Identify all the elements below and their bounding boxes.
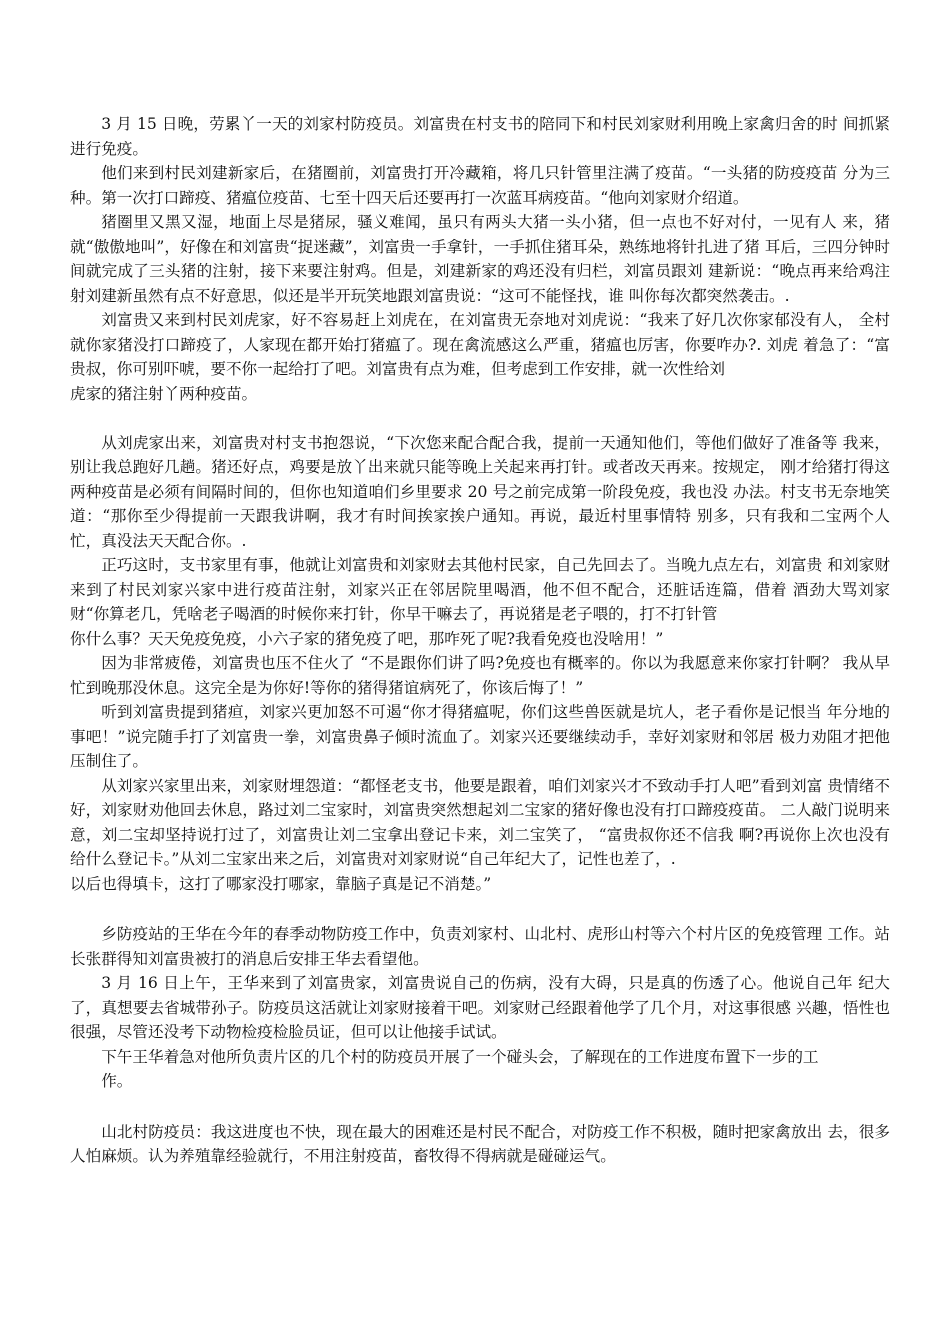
paragraph-10: 乡防疫站的王华在今年的春季动物防疫工作中，负责刘家村、山北村、虎形山村等六个村片区的免疫管理 工作。站长张群得知刘富贵被打的消息后安排王华去看望他。 xyxy=(70,925,890,968)
paragraph-8: 听到刘富贵提到猪疸，刘家兴更加怒不可遏“你才得猪瘟呢，你们这些兽医就是坑人，老子看你是记恨当 年分地的事吧！”说完随手打了刘富贵一拳，刘富贵鼻子倾时流血了。刘家兴还要继续动手，幸好刘家财和邻居 极力劝阻才把他压制住了。 xyxy=(70,703,890,770)
paragraph-9-continued: 以后也得填卡，这打了哪家没打哪家，靠脑子真是记不消楚。” xyxy=(70,874,492,893)
paragraph-4-continued: 虎家的猪注射丫两种疫苗。 xyxy=(70,384,258,403)
paragraph-1: 3 月 15 日晚，劳累丫一天的刘家村防疫员。刘富贵在村支书的陪同下和村民刘家财利用晚上家禽归舍的时 间抓紧进行免疫。 xyxy=(70,115,890,158)
paragraph-12-continued: 作。 xyxy=(101,1072,133,1090)
paragraph-spacer xyxy=(70,1094,890,1120)
paragraph-spacer xyxy=(70,406,890,431)
paragraph-spacer xyxy=(70,896,890,922)
paragraph-4: 刘富贵又来到村民刘虎家，好不容易赶上刘虎在，在刘富贵无奈地对刘虎说：“我来了好几次你家郁没有人， 全村就你家猪没打口蹄疫了，人家现在都开始打猪瘟了。现在禽流感这么严重，猪瘟也厉害，你要咋办?. 刘虎 着急了：“富贵叔，你可别吓唬，要不你一起给打了吧。刘富贵有点为难，但考虑到工作安排，就一次性给刘 xyxy=(70,311,890,378)
paragraph-2: 他们来到村民刘建新家后，在猪圈前，刘富贵打开冷藏箱，将几只针管里注满了疫苗。“一头猪的防疫疫苗 分为三种。第一次打口蹄疫、猪瘟位疫苗、七至十四天后还要再打一次蓝耳病疫苗。“他向刘家财介绍道。 xyxy=(70,164,890,207)
paragraph-5: 从刘虎家出来，刘富贵对村支书抱怨说，“下次您来配合配合我，提前一天通知他们，等他们做好了准备等 我来，别让我总跑好几趟。猪还好点，鸡要是放丫出来就只能等晚上关起来再打针。或者改天再来。按规定， 刚才给猪打得这两种疫苗是必须有间隔时间的，但你也知道咱们乡里要求 20 号之前完成第一阶段免疫，我也没 办法。村支书无奈地笑道：“那你至少得提前一天跟我讲啊，我才有时间挨家挨户通知。再说，最近村里事情特 别多，只有我和二宝两个人忙，真没法天天配合你。. xyxy=(70,433,890,550)
paragraph-12: 下午王华着急对他所负责片区的几个村的防疫员开展了一个碰头会，了解现在的工作进度布置下一步的工 xyxy=(101,1047,819,1066)
document-body xyxy=(70,112,890,1169)
paragraph-6: 正巧这时，支书家里有事，他就让刘富贵和刘家财去其他村民家，自己先回去了。当晚九点左右，刘富贵 和刘家财来到了村民刘家兴家中进行疫苗注射，刘家兴正在邻居院里喝酒，他不但不配合，还脏话连篇，借着 酒劲大骂刘家财“你算老几，凭啥老子喝酒的时候你来打针，你早干嘛去了，再说猪是老子喂的，打不打针管 xyxy=(70,556,890,623)
paragraph-7: 因为非常疲倦，刘富贵也压不住火了 “不是跟你们讲了吗?免疫也有概率的。你以为我愿意来你家打针啊？ 我从早忙到晚那没休息。这完全是为你好!等你的猪得猪谊病死了，你该后悔了！” xyxy=(70,654,890,697)
paragraph-3: 猪圈里又黑又湿，地面上尽是猪尿，骚义难闻，虽只有两头大猪一头小猪，但一点也不好对付，一见有人 来，猪就“傲傲地叫”，好像在和刘富贵“捉迷藏”，刘富贵一手拿针，一手抓住猪耳朵，熟练地将针扎进了猪 耳后，三四分钟时间就完成了三头猪的注射，接下来要注射鸡。但是，刘建新家的鸡还没有归栏，刘富员跟刘 建新说：“晚点再来给鸡注射刘建新虽然有点不好意思，似还是半开玩笑地跟刘富贵说：“这可不能怪找，谁 叫你每次都突然袭击。. xyxy=(70,213,890,305)
paragraph-13: 山北村防疫员：我这进度也不快，现在最大的困难还是村民不配合，对防疫工作不积极，随时把家禽放出 去，很多人怕麻烦。认为养殖靠经验就行，不用注射疫苗，畜牧得不得病就是碰碰运气。 xyxy=(70,1122,890,1165)
paragraph-9: 从刘家兴家里出来，刘家财埋怨道：“都怪老支书，他要是跟着，咱们刘家兴才不致动手打人吧”看到刘富 贵情绪不好，刘家财劝他回去休息，路过刘二宝家时，刘富贵突然想起刘二宝家的猪好像也没有打口蹄疫疫苗。 二人敲门说明来意，刘二宝却坚持说打过了，刘富贵让刘二宝拿出登记卡来，刘二宝笑了， “富贵叔你还不信我 啊?再说你上次也没有给什么登记卡。”从刘二宝家出来之后，刘富贵对刘家财说“自己年纪大了，记性也差了，. xyxy=(70,776,890,868)
paragraph-6-continued: 你什么事？天天免疫免疫，小六子家的猪免疫了吧，那咋死了呢?我看免疫也没啥用！” xyxy=(70,629,664,648)
paragraph-11: 3 月 16 日上午，王华来到了刘富贵家，刘富贵说自己的伤病，没有大碍，只是真的伤透了心。他说自己年 纪大了，真想要去省城带孙子。防疫员这活就让刘家财接着干吧。刘家财己经跟着他学了几个月，对这事很感 兴趣，悟性也很强，尽管还没考下动物检疫检脸员证，但可以让他接手试试。 xyxy=(70,974,890,1041)
